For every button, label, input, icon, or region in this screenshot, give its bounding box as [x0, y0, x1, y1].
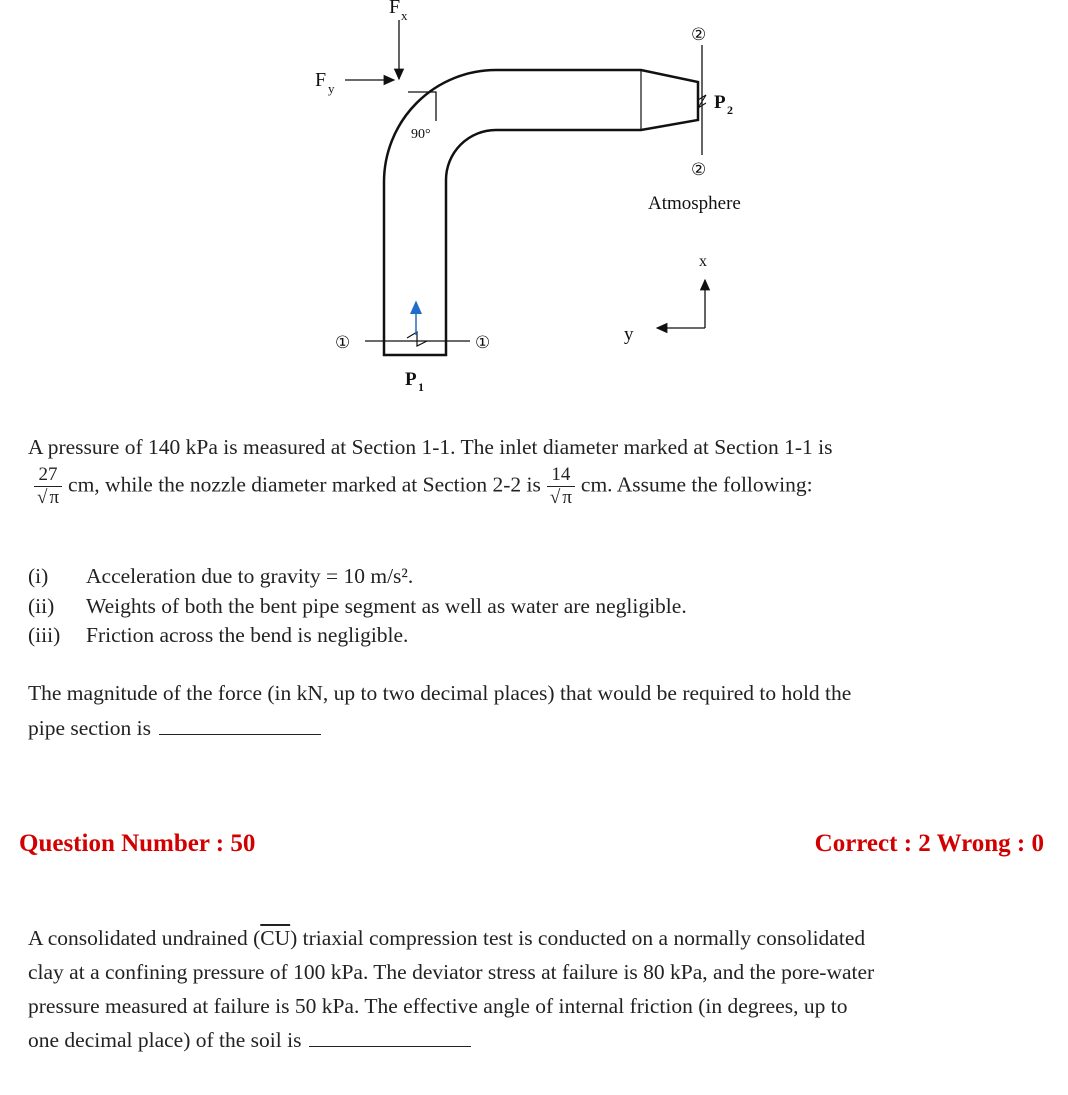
question-49-prompt: The magnitude of the force (in kN, up to two decimal places) that would be required to hold the pipe section is: [28, 681, 852, 741]
pressure-p2: P: [714, 92, 726, 113]
pressure-p1: P: [405, 369, 417, 390]
force-fy: [315, 69, 394, 96]
atmosphere-label: Atmosphere: [648, 193, 741, 214]
angle-label: 90°: [411, 127, 431, 142]
section-2-bottom-marker: ②: [691, 160, 707, 179]
svg-text:2: 2: [727, 103, 733, 117]
section-1-line: [335, 302, 490, 394]
question-number-label: Question Number : 50: [19, 830, 256, 857]
pipe-bend-figure: [0, 0, 1068, 410]
answer-blank: [309, 1045, 471, 1047]
marking-scheme-label: Correct : 2 Wrong : 0: [814, 830, 1044, 857]
svg-text:x: x: [401, 8, 408, 23]
force-fx: [389, 0, 408, 79]
svg-text:F: F: [389, 0, 401, 18]
list-item: (i) Acceleration due to gravity = 10 m/s².: [28, 564, 414, 588]
statement-line-2: $\frac{27}{√ \pi}$ cm, while the nozzle diameter marked at Section 2-2 is $\frac{14}{√ \pi}$ cm. Assume the following:: [28, 464, 1040, 509]
list-item: (ii) Weights of both the bent pipe segment as well as water are negligible.: [28, 593, 687, 618]
svg-text:1: 1: [418, 380, 424, 394]
question-50-statement: A consolidated undrained $(\overline{CU})$ triaxial compression test is conducted on a normally consolidated clay at a confining pressure of 100 kPa. The deviator stress at failure is 80 kPa, and the pore-water pressure measured at failure is 50 kPa. The effective angle of internal friction (in degrees, up to one decimal place) of the soil is: [28, 926, 875, 1052]
nozzle-diameter-fraction: $\frac{14}{√ \pi}$: [547, 464, 575, 509]
section-1-left-marker: ①: [335, 333, 351, 352]
svg-text:F: F: [315, 69, 327, 91]
answer-blank: [159, 733, 321, 735]
coordinate-axes: [624, 253, 707, 345]
question-49-statement: [28, 430, 1040, 509]
axis-y-label: y: [624, 324, 634, 345]
list-item: (iii) Friction across the bend is negligible.: [28, 623, 409, 648]
section-2-top-marker: ②: [691, 25, 707, 44]
assumptions-list: [28, 562, 687, 651]
inlet-diameter-fraction: $\frac{27}{√ \pi}$: [34, 464, 62, 509]
section-1-right-marker: ①: [475, 333, 491, 352]
statement-line-1: A pressure of 140 kPa is measured at Section 1-1. The inlet diameter marked at Section 1-1 is: [28, 435, 833, 459]
svg-text:y: y: [328, 81, 335, 96]
axis-x-label: x: [699, 253, 707, 270]
